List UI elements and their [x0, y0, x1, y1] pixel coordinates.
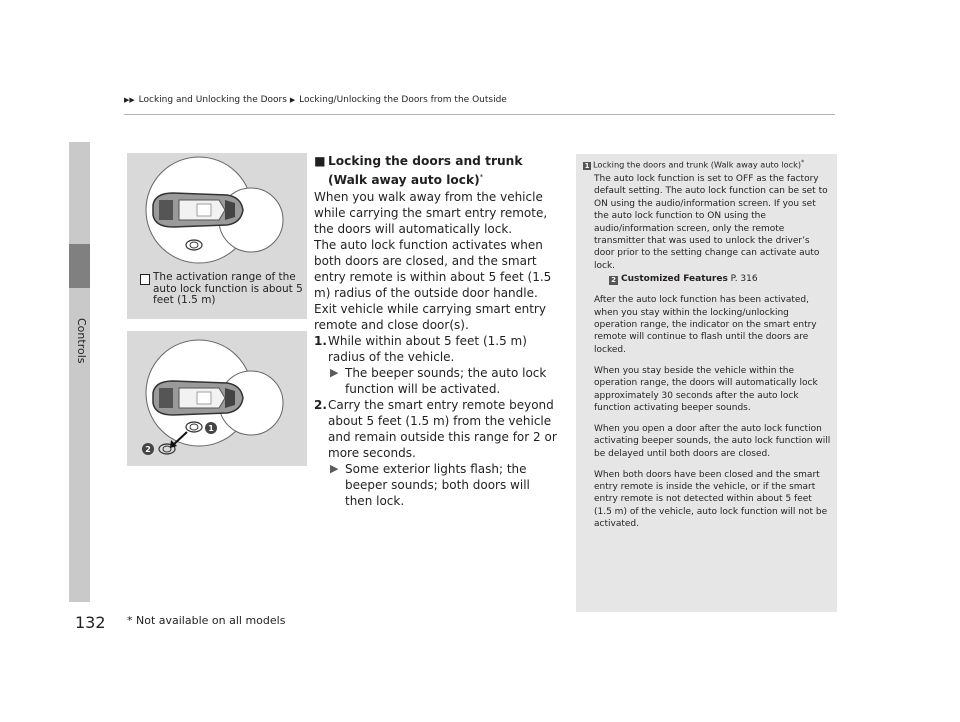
step-text: While within about 5 feet (1.5 m) radius of the vehicle.	[328, 334, 527, 365]
breadcrumb	[124, 95, 507, 105]
callout-1: 1	[208, 424, 214, 433]
step-text: Carry the smart entry remote beyond about 5 feet (1.5 m) from the vehicle and remain outside this range for 2 or more seconds.	[328, 398, 557, 461]
intro-paragraph: The auto lock function activates when both doors are closed, and the smart entry remote is within about 5 feet (1.5 m) radius of the outside door handle.	[314, 238, 552, 301]
step-number: 1.	[314, 334, 327, 349]
note-paragraph: When both doors have been closed and the smart entry remote is inside the vehicle, or if the smart entry remote is not detected within about 5 feet (1.5 m) of the vehicle, auto lock function will not be activated.	[594, 469, 828, 530]
page-number: 132	[75, 613, 106, 632]
header-divider	[124, 114, 835, 115]
section-heading: ■ Locking the doors and trunk (Walk away auto lock)*	[314, 154, 523, 188]
result-arrow-icon: ▶	[330, 366, 339, 380]
sidebar-strip	[69, 142, 90, 602]
intro-paragraph: Exit vehicle while carrying smart entry remote and close door(s).	[314, 302, 546, 333]
step-item	[314, 333, 559, 365]
step-result: ▶ The beeper sounds; the auto lock function will be activated.	[330, 366, 547, 397]
note-body	[594, 173, 832, 539]
xref-arrow-icon: 2	[609, 276, 618, 285]
note-paragraph: The auto lock function is set to OFF as the factory default setting. The auto lock function can be set to ON using the audio/information screen. If you set the auto lock function to ON using the audio/information screen, only the remote transmitter that was used to unlock the driver’s door prior to the setting change can activate auto lock.	[594, 174, 828, 271]
sidebar-section-tab	[69, 244, 90, 288]
breadcrumb-arrow-icon: ▶	[289, 96, 296, 104]
note-paragraph: When you stay beside the vehicle within the operation range, the doors will automatically lock approximately 30 seconds after the auto lock function activating beeper sounds.	[594, 365, 818, 413]
car-top-view-icon	[153, 381, 243, 415]
car-top-view-icon	[153, 193, 243, 227]
note-badge: 1	[584, 161, 590, 170]
main-content	[314, 153, 559, 509]
callout-2: 2	[145, 445, 151, 454]
figure-caption: The activation range of the auto lock function is about 5 feet (1.5 m)	[153, 271, 303, 306]
intro-paragraph: When you walk away from the vehicle while carrying the smart entry remote, the doors will automatically lock.	[314, 190, 548, 237]
result-arrow-icon: ▶	[330, 462, 339, 476]
breadcrumb-arrow-icon: ▶▶	[124, 96, 135, 104]
side-note-box	[576, 154, 837, 612]
caption-marker-icon	[140, 274, 150, 285]
step-number: 2.	[314, 398, 327, 413]
step-result: ▶ Some exterior lights flash; the beeper sounds; both doors will then lock.	[330, 462, 530, 509]
breadcrumb-item[interactable]: Locking/Unlocking the Doors from the Outside	[299, 95, 507, 105]
note-title: 1 Locking the doors and trunk (Walk away auto lock)*	[584, 159, 805, 170]
step-item	[314, 397, 559, 461]
note-paragraph: After the auto lock function has been activated, when you stay within the locking/unlocking operation range, the indicator on the smart entry remote will continue to flash until the doors are locked.	[594, 295, 817, 355]
figure-walk-away	[127, 331, 307, 466]
figure-activation-range	[127, 153, 307, 319]
note-paragraph: When you open a door after the auto lock function activating beeper sounds, the auto lock function will be delayed until both doors are closed.	[594, 423, 831, 459]
sidebar-section-label: Controls	[75, 318, 88, 364]
breadcrumb-item[interactable]: Locking and Unlocking the Doors	[138, 95, 287, 105]
footnote: * Not available on all models	[127, 614, 286, 627]
section-square-icon: ■	[314, 154, 326, 168]
walk-away-diagram	[127, 331, 307, 466]
cross-reference-link[interactable]: 2 Customized Features P. 316	[594, 273, 832, 285]
